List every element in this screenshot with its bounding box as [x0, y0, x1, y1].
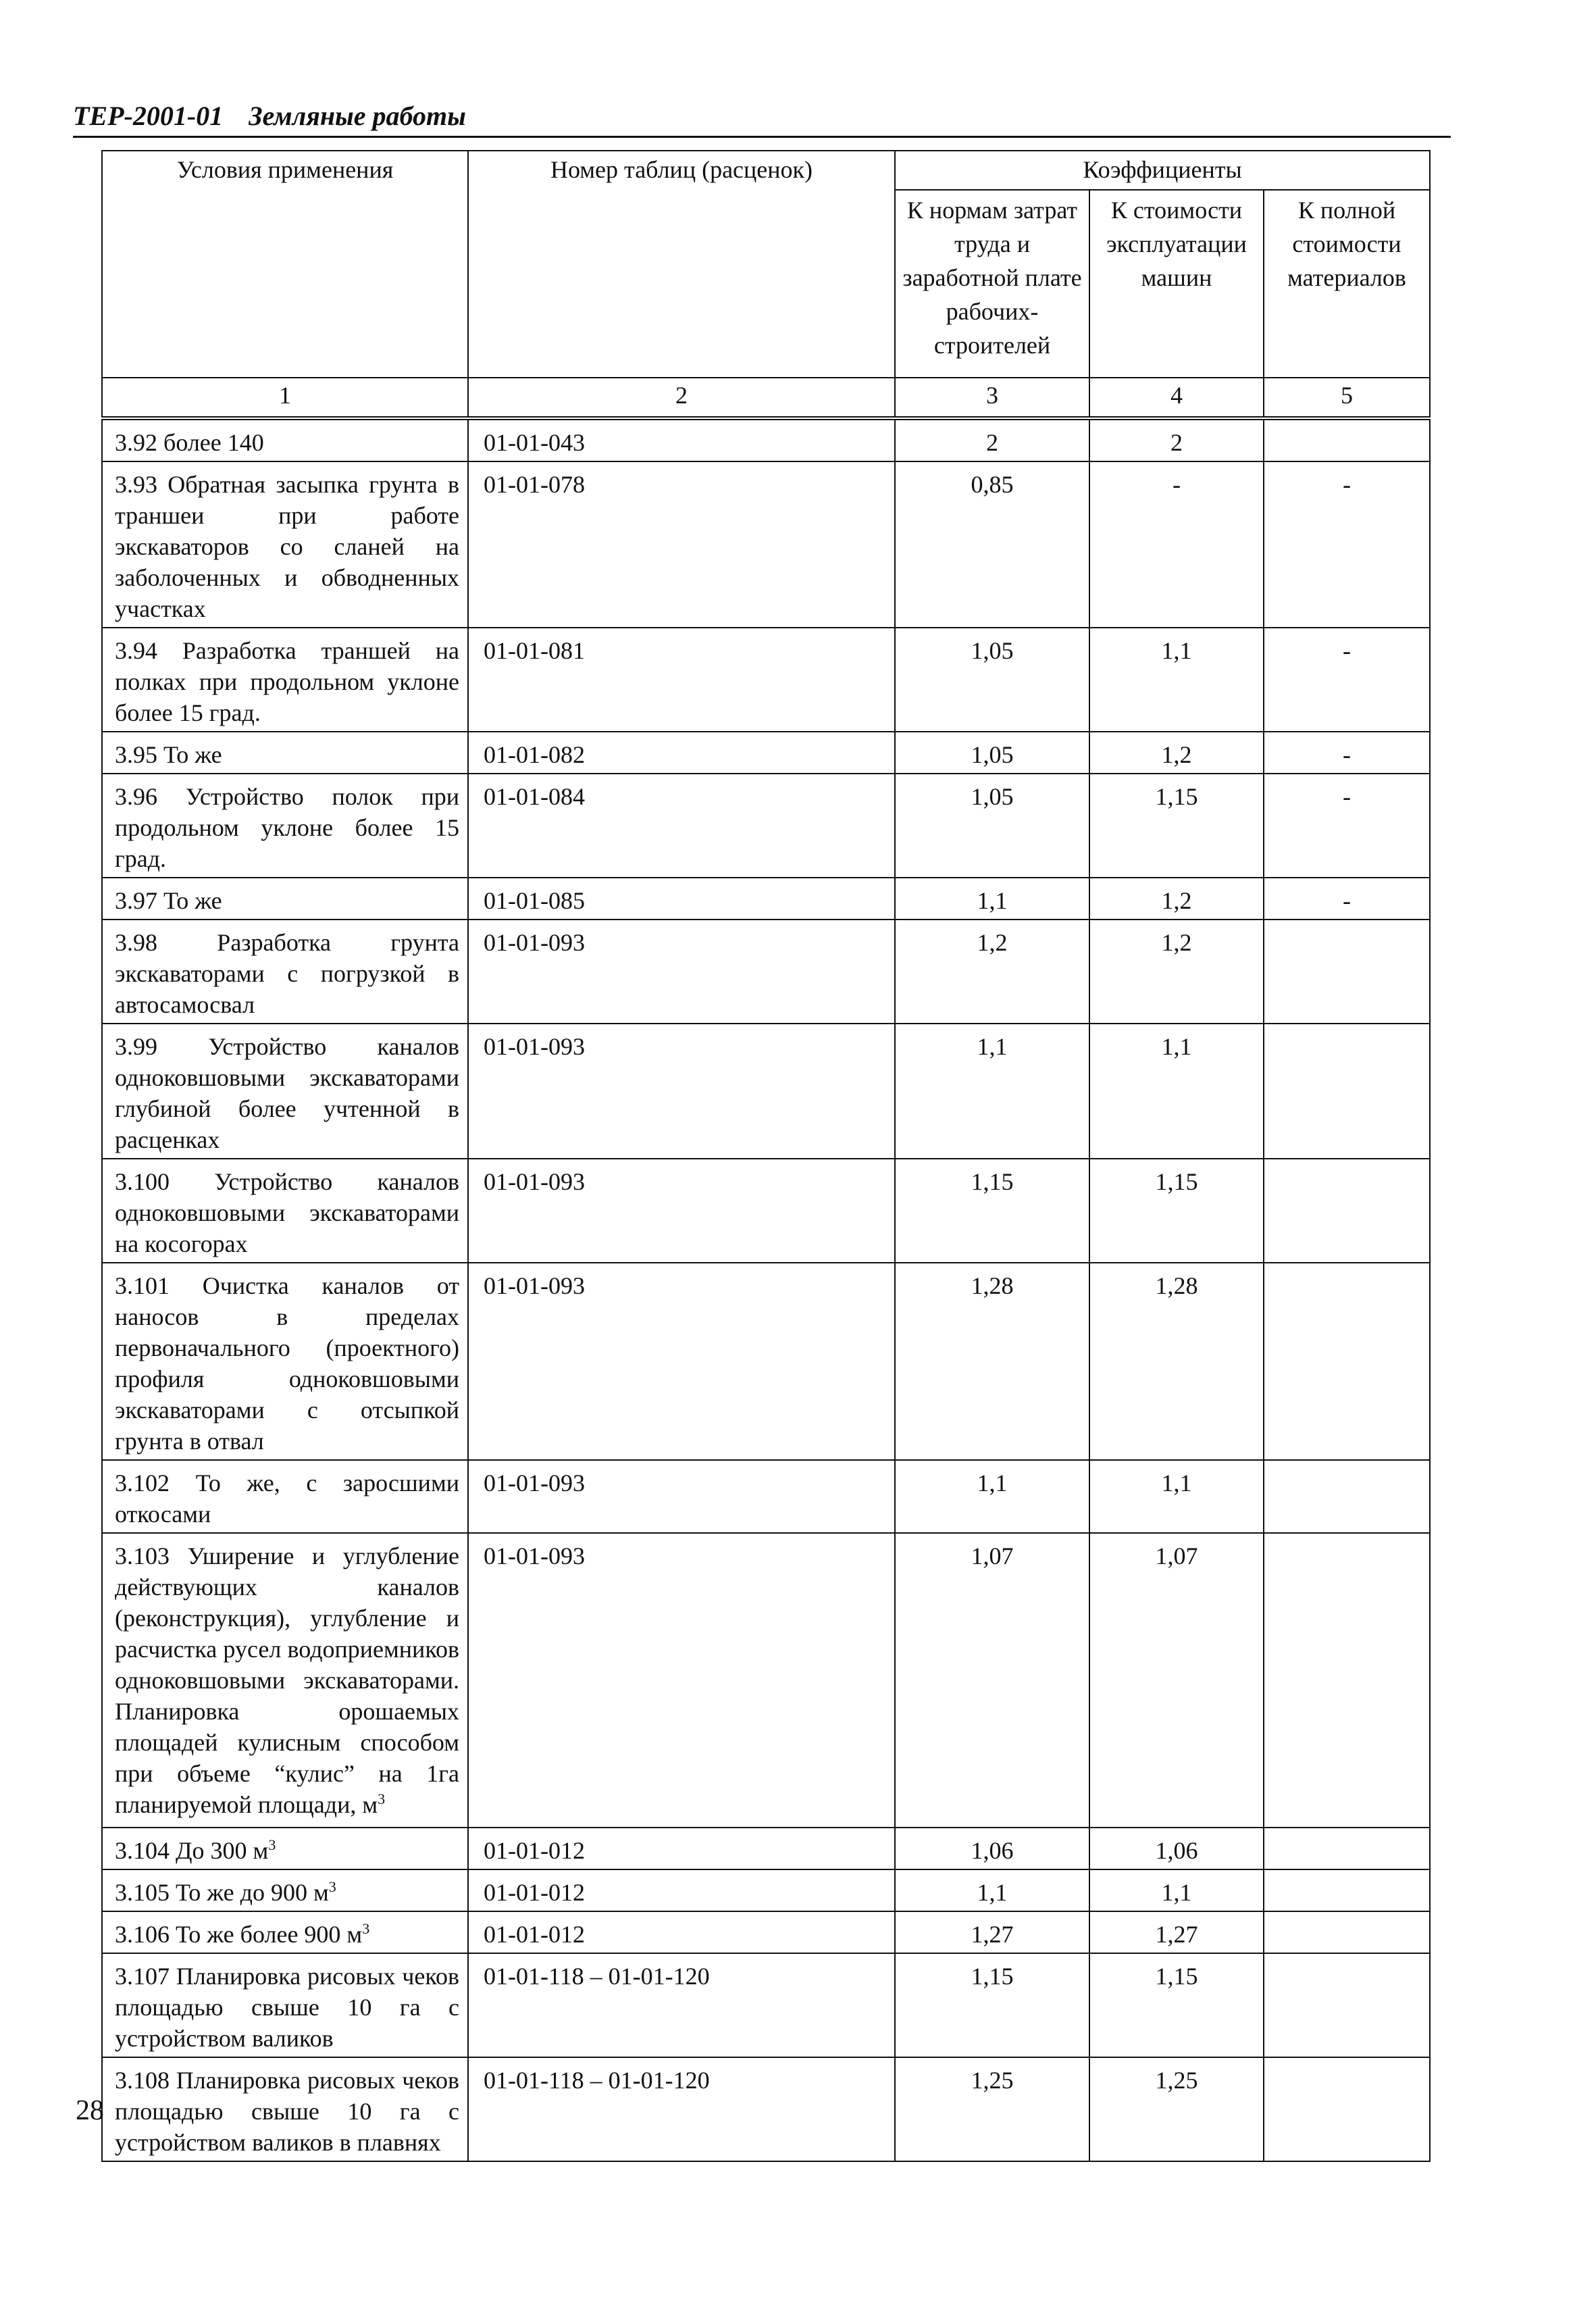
- materials-coefficient-cell: [1264, 628, 1430, 732]
- machines-coefficient-cell-text: 1,27: [1155, 1921, 1198, 1948]
- machines-coefficient-cell-text: 1,2: [1161, 929, 1192, 956]
- table-number-cell-text: 01-01-093: [484, 1033, 585, 1060]
- table-row: [102, 878, 1430, 920]
- labor-coefficient-cell: [895, 1159, 1089, 1263]
- table-number-cell: [468, 461, 895, 628]
- condition-cell: [102, 1263, 468, 1460]
- machines-coefficient-cell: [1089, 418, 1264, 461]
- unit-superscript: 3: [268, 1836, 276, 1853]
- column-number-row: [102, 378, 1430, 418]
- table-number-cell-text: 01-01-081: [484, 637, 585, 664]
- table-number-cell-text: 01-01-012: [484, 1837, 585, 1864]
- condition-cell-text: 3.92 более 140: [115, 429, 264, 456]
- materials-coefficient-cell: [1264, 1911, 1430, 1953]
- materials-coefficient-cell: [1264, 1953, 1430, 2057]
- unit-superscript: 3: [378, 1790, 386, 1807]
- machines-coefficient-cell-text: 1,1: [1161, 1469, 1192, 1496]
- condition-cell: [102, 2057, 468, 2161]
- condition-cell-text: 3.99 Устройство каналов одноковшовыми экскаваторами глубиной более учтенной в расценках: [115, 1033, 459, 1153]
- condition-cell: [102, 418, 468, 461]
- labor-coefficient-cell: [895, 1263, 1089, 1460]
- labor-coefficient-cell-text: 1,15: [971, 1963, 1014, 1990]
- machines-coefficient-cell-text: 1,15: [1155, 783, 1198, 810]
- materials-coefficient-cell-text: -: [1343, 887, 1351, 914]
- labor-coefficient-cell: [895, 1828, 1089, 1869]
- materials-coefficient-cell: [1264, 1460, 1430, 1533]
- labor-coefficient-cell: [895, 920, 1089, 1024]
- machines-coefficient-cell: [1089, 774, 1264, 878]
- machines-coefficient-cell-text: 1,2: [1161, 741, 1192, 768]
- labor-coefficient-cell: [895, 461, 1089, 628]
- table-number-cell: [468, 732, 895, 774]
- column-number: 1: [102, 378, 468, 418]
- table-number-cell: [468, 878, 895, 920]
- labor-coefficient-cell-text: 1,1: [977, 1879, 1008, 1906]
- machines-coefficient-cell: [1089, 878, 1264, 920]
- labor-coefficient-cell-text: 1,2: [977, 929, 1008, 956]
- table-row: [102, 1869, 1430, 1911]
- condition-cell: [102, 1869, 468, 1911]
- materials-coefficient-cell-text: -: [1343, 471, 1351, 498]
- table-number-cell-text: 01-01-078: [484, 471, 585, 498]
- table-number-cell: [468, 1828, 895, 1869]
- condition-cell: [102, 1953, 468, 2057]
- table-number-cell: [468, 2057, 895, 2161]
- column-number: 3: [895, 378, 1089, 418]
- condition-cell-text: 3.103 Уширение и углубление действующих каналов (реконструкция), углубление и расчистка русел водоприемников одноковшовыми экскаваторами. Планировка орошаемых площадей кулисным способом при объеме “кулис” на 1га планируемой площади, м: [115, 1542, 459, 1818]
- header-materials: К полной стоимости материалов: [1264, 190, 1430, 378]
- condition-cell-text: 3.107 Планировка рисовых чеков площадью свыше 10 га с устройством валиков: [115, 1963, 459, 2052]
- table-row: [102, 1159, 1430, 1263]
- table-number-cell: [468, 1024, 895, 1159]
- labor-coefficient-cell: [895, 774, 1089, 878]
- materials-coefficient-cell: [1264, 418, 1430, 461]
- condition-cell: [102, 1911, 468, 1953]
- table-number-cell-text: 01-01-118 – 01-01-120: [484, 2067, 710, 2094]
- table-row: [102, 628, 1430, 732]
- header-table-numbers: Номер таблиц (расценок): [468, 151, 895, 378]
- machines-coefficient-cell: [1089, 2057, 1264, 2161]
- condition-cell-text: 3.100 Устройство каналов одноковшовыми экскаваторами на косогорах: [115, 1168, 459, 1257]
- materials-coefficient-cell: [1264, 774, 1430, 878]
- machines-coefficient-cell: [1089, 1263, 1264, 1460]
- condition-cell-text: 3.108 Планировка рисовых чеков площадью свыше 10 га с устройством валиков в плавнях: [115, 2067, 459, 2156]
- table-row: [102, 461, 1430, 628]
- table-number-cell: [468, 1911, 895, 1953]
- machines-coefficient-cell: [1089, 1159, 1264, 1263]
- condition-cell: [102, 1533, 468, 1828]
- condition-cell-text: 3.106 То же более 900 м: [115, 1921, 363, 1948]
- labor-coefficient-cell: [895, 1869, 1089, 1911]
- machines-coefficient-cell-text: 1,28: [1155, 1272, 1198, 1299]
- unit-superscript: 3: [362, 1920, 370, 1937]
- machines-coefficient-cell: [1089, 1911, 1264, 1953]
- labor-coefficient-cell: [895, 628, 1089, 732]
- table-row: [102, 1911, 1430, 1953]
- materials-coefficient-cell: [1264, 1159, 1430, 1263]
- machines-coefficient-cell-text: 1,15: [1155, 1963, 1198, 1990]
- labor-coefficient-cell-text: 1,07: [971, 1542, 1014, 1569]
- condition-cell-text: 3.98 Разработка грунта экскаваторами с погрузкой в автосамосвал: [115, 929, 459, 1018]
- table-row: [102, 1953, 1430, 2057]
- column-number: 4: [1089, 378, 1264, 418]
- condition-cell: [102, 461, 468, 628]
- table-number-cell-text: 01-01-012: [484, 1921, 585, 1948]
- table-number-cell: [468, 1869, 895, 1911]
- table-number-cell-text: 01-01-118 – 01-01-120: [484, 1963, 710, 1990]
- materials-coefficient-cell-text: -: [1343, 637, 1351, 664]
- labor-coefficient-cell: [895, 1460, 1089, 1533]
- machines-coefficient-cell-text: 2: [1170, 429, 1183, 456]
- table-number-cell-text: 01-01-012: [484, 1879, 585, 1906]
- materials-coefficient-cell: [1264, 1263, 1430, 1460]
- condition-cell-text: 3.105 То же до 900 м: [115, 1879, 329, 1906]
- labor-coefficient-cell-text: 1,05: [971, 637, 1014, 664]
- condition-cell-text: 3.93 Обратная засыпка грунта в траншеи при работе экскаваторов со сланей на заболоченных и обводненных участках: [115, 471, 459, 622]
- machines-coefficient-cell: [1089, 1828, 1264, 1869]
- table-number-cell-text: 01-01-082: [484, 741, 585, 768]
- materials-coefficient-cell-text: -: [1343, 741, 1351, 768]
- condition-cell: [102, 1828, 468, 1869]
- condition-cell: [102, 1024, 468, 1159]
- materials-coefficient-cell: [1264, 1828, 1430, 1869]
- header-coefficients: Коэффициенты: [895, 151, 1430, 190]
- table-number-cell: [468, 1159, 895, 1263]
- machines-coefficient-cell: [1089, 628, 1264, 732]
- machines-coefficient-cell: [1089, 1953, 1264, 2057]
- table-row: [102, 2057, 1430, 2161]
- table-number-cell: [468, 418, 895, 461]
- table-number-cell: [468, 920, 895, 1024]
- labor-coefficient-cell-text: 1,27: [971, 1921, 1014, 1948]
- condition-cell: [102, 920, 468, 1024]
- labor-coefficient-cell: [895, 1911, 1089, 1953]
- table-row: [102, 1024, 1430, 1159]
- coefficients-table: [101, 150, 1431, 2162]
- labor-coefficient-cell-text: 0,85: [971, 471, 1014, 498]
- table-number-cell-text: 01-01-085: [484, 887, 585, 914]
- machines-coefficient-cell-text: 1,1: [1161, 1879, 1192, 1906]
- labor-coefficient-cell-text: 1,15: [971, 1168, 1014, 1195]
- table-row: [102, 1263, 1430, 1460]
- condition-cell-text: 3.97 То же: [115, 887, 222, 914]
- machines-coefficient-cell: [1089, 920, 1264, 1024]
- table-number-cell-text: 01-01-084: [484, 783, 585, 810]
- table-number-cell-text: 01-01-093: [484, 1542, 585, 1569]
- table-number-cell: [468, 1953, 895, 2057]
- machines-coefficient-cell-text: 1,1: [1161, 637, 1192, 664]
- table-row: [102, 1460, 1430, 1533]
- header-conditions: Условия применения: [102, 151, 468, 378]
- document-code: ТЕР-2001-01: [73, 101, 224, 131]
- table-number-cell-text: 01-01-093: [484, 929, 585, 956]
- machines-coefficient-cell-text: 1,06: [1155, 1837, 1198, 1864]
- condition-cell-text: 3.94 Разработка траншей на полках при продольном уклоне более 15 град.: [115, 637, 459, 726]
- machines-coefficient-cell-text: 1,2: [1161, 887, 1192, 914]
- materials-coefficient-cell: [1264, 878, 1430, 920]
- machines-coefficient-cell-text: -: [1173, 471, 1181, 498]
- materials-coefficient-cell: [1264, 1869, 1430, 1911]
- table-number-cell-text: 01-01-093: [484, 1272, 585, 1299]
- table-number-cell: [468, 1533, 895, 1828]
- materials-coefficient-cell-text: -: [1343, 783, 1351, 810]
- column-number: 2: [468, 378, 895, 418]
- condition-cell: [102, 878, 468, 920]
- labor-coefficient-cell: [895, 2057, 1089, 2161]
- machines-coefficient-cell-text: 1,15: [1155, 1168, 1198, 1195]
- labor-coefficient-cell-text: 1,06: [971, 1837, 1014, 1864]
- labor-coefficient-cell-text: 1,05: [971, 741, 1014, 768]
- table-number-cell: [468, 628, 895, 732]
- machines-coefficient-cell-text: 1,1: [1161, 1033, 1192, 1060]
- table-row: [102, 418, 1430, 461]
- labor-coefficient-cell: [895, 1953, 1089, 2057]
- materials-coefficient-cell: [1264, 732, 1430, 774]
- header-labor: К нормам затрат труда и заработной плате рабочих-строителей: [895, 190, 1089, 378]
- table-row: [102, 1828, 1430, 1869]
- labor-coefficient-cell: [895, 878, 1089, 920]
- labor-coefficient-cell-text: 1,1: [977, 1469, 1008, 1496]
- condition-cell: [102, 1460, 468, 1533]
- labor-coefficient-cell: [895, 1024, 1089, 1159]
- table-row: [102, 1533, 1430, 1828]
- page-number: 28: [76, 2095, 104, 2126]
- labor-coefficient-cell: [895, 418, 1089, 461]
- column-number: 5: [1264, 378, 1430, 418]
- labor-coefficient-cell-text: 1,05: [971, 783, 1014, 810]
- condition-cell: [102, 1159, 468, 1263]
- table-number-cell-text: 01-01-093: [484, 1168, 585, 1195]
- table-number-cell: [468, 1460, 895, 1533]
- condition-cell-text: 3.95 То же: [115, 741, 222, 768]
- machines-coefficient-cell-text: 1,07: [1155, 1542, 1198, 1569]
- condition-cell-text: 3.96 Устройство полок при продольном уклоне более 15 град.: [115, 783, 459, 872]
- table-number-cell-text: 01-01-093: [484, 1469, 585, 1496]
- table-number-cell: [468, 774, 895, 878]
- machines-coefficient-cell-text: 1,25: [1155, 2067, 1198, 2094]
- running-head: [73, 100, 1451, 138]
- unit-superscript: 3: [328, 1878, 336, 1895]
- labor-coefficient-cell-text: 1,1: [977, 887, 1008, 914]
- materials-coefficient-cell: [1264, 920, 1430, 1024]
- materials-coefficient-cell: [1264, 1024, 1430, 1159]
- machines-coefficient-cell: [1089, 732, 1264, 774]
- condition-cell: [102, 774, 468, 878]
- machines-coefficient-cell: [1089, 1869, 1264, 1911]
- table-body: [102, 418, 1430, 2161]
- labor-coefficient-cell: [895, 1533, 1089, 1828]
- materials-coefficient-cell: [1264, 2057, 1430, 2161]
- header-machines: К стоимости эксплуатации машин: [1089, 190, 1264, 378]
- condition-cell-text: 3.102 То же, с заросшими откосами: [115, 1469, 459, 1528]
- table-row: [102, 920, 1430, 1024]
- table-row: [102, 774, 1430, 878]
- labor-coefficient-cell: [895, 732, 1089, 774]
- machines-coefficient-cell: [1089, 461, 1264, 628]
- labor-coefficient-cell-text: 1,1: [977, 1033, 1008, 1060]
- machines-coefficient-cell: [1089, 1460, 1264, 1533]
- materials-coefficient-cell: [1264, 1533, 1430, 1828]
- machines-coefficient-cell: [1089, 1533, 1264, 1828]
- condition-cell-text: 3.104 До 300 м: [115, 1837, 269, 1864]
- materials-coefficient-cell: [1264, 461, 1430, 628]
- condition-cell: [102, 732, 468, 774]
- condition-cell-text: 3.101 Очистка каналов от наносов в пределах первоначального (проектного) профиля одноковшовыми экскаваторами с отсыпкой грунта в отвал: [115, 1272, 459, 1455]
- labor-coefficient-cell-text: 2: [986, 429, 998, 456]
- labor-coefficient-cell-text: 1,28: [971, 1272, 1014, 1299]
- table-row: [102, 732, 1430, 774]
- section-title: Земляные работы: [249, 101, 466, 131]
- machines-coefficient-cell: [1089, 1024, 1264, 1159]
- table-number-cell: [468, 1263, 895, 1460]
- labor-coefficient-cell-text: 1,25: [971, 2067, 1014, 2094]
- condition-cell: [102, 628, 468, 732]
- table-number-cell-text: 01-01-043: [484, 429, 585, 456]
